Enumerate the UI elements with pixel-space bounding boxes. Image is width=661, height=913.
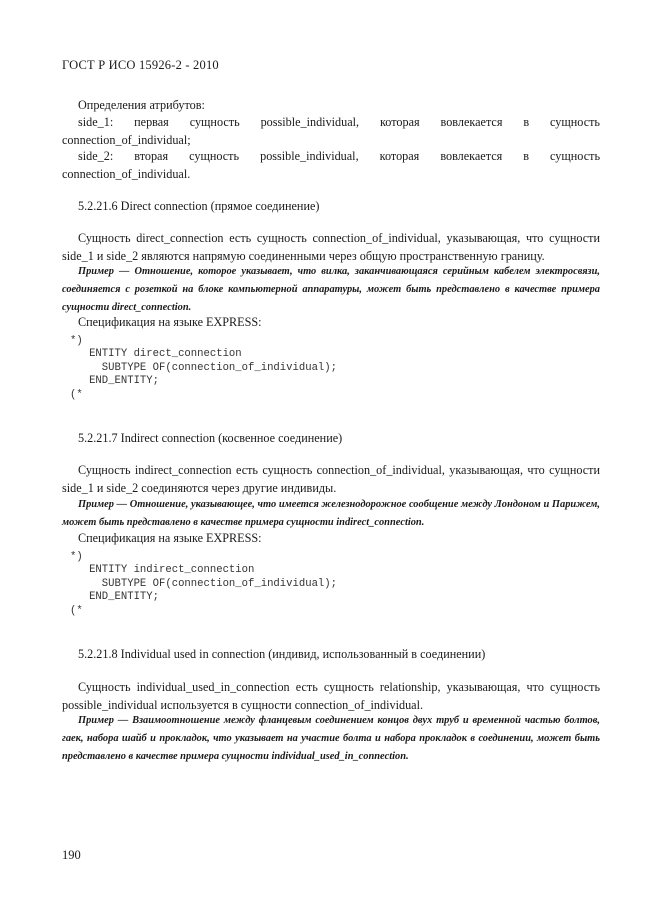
code-line: *) xyxy=(70,335,83,347)
express-code-block xyxy=(70,335,337,402)
section-heading-direct-connection: 5.2.21.6 Direct connection (прямое соединение) xyxy=(78,199,320,213)
express-spec-label: Спецификация на языке EXPRESS: xyxy=(78,315,262,329)
code-line: ENTITY indirect_connection xyxy=(70,564,255,577)
code-line: SUBTYPE OF(connection_of_individual); xyxy=(70,577,338,590)
attribute-definitions-title: Определения атрибутов: xyxy=(78,98,205,112)
example-individual-used-in-connection: Пример — Взаимоотношение между фланцевым соединением концов двух труб и временной частью болтов, гаек, набора шайб и прокладок, что указывает на участие болта и набора прокладок в соединении, может быть представлено в качестве примера сущности individual_used_in_connection. xyxy=(62,715,600,762)
example-indirect-connection: Пример — Отношение, указывающее, что имеется железнодорожное сообщение между Лондоном и Парижем, может быть представлено в качестве примера сущности indirect_connection. xyxy=(62,499,600,528)
code-line: END_ENTITY; xyxy=(70,591,160,604)
attribute-side-2: side_2: вторая сущность possible_individual, которая вовлекается в сущность connection_of_individual. xyxy=(62,149,600,181)
code-line: (* xyxy=(70,388,83,401)
standard-header: ГОСТ Р ИСО 15926-2 - 2010 xyxy=(62,58,219,72)
code-line: (* xyxy=(70,604,83,617)
definition-indirect-connection: Сущность indirect_connection есть сущность connection_of_individual, указывающая, что сущности side_1 и side_2 соединяются через другие индивиды. xyxy=(62,463,600,495)
express-spec-label: Спецификация на языке EXPRESS: xyxy=(78,531,262,545)
express-code-block xyxy=(70,551,337,618)
section-heading-individual-used-in-connection: 5.2.21.8 Individual used in connection (индивид, использованный в соединении) xyxy=(78,647,486,661)
code-line: SUBTYPE OF(connection_of_individual); xyxy=(70,361,338,374)
section-heading-indirect-connection: 5.2.21.7 Indirect connection (косвенное соединение) xyxy=(78,431,343,445)
definition-direct-connection: Сущность direct_connection есть сущность connection_of_individual, указывающая, что сущности side_1 и side_2 являются напрямую соединенными через общую пространственную границу. xyxy=(62,231,600,263)
code-line: END_ENTITY; xyxy=(70,375,160,388)
code-line: ENTITY direct_connection xyxy=(70,348,242,361)
definition-individual-used-in-connection: Сущность individual_used_in_connection есть сущность relationship, указывающая, что сущность possible_individual используется в сущности connection_of_individual. xyxy=(62,680,600,712)
attribute-side-1: side_1: первая сущность possible_individual, которая вовлекается в сущность connection_of_individual; xyxy=(62,115,600,147)
page-number: 190 xyxy=(62,848,81,862)
code-line: *) xyxy=(70,551,83,563)
example-direct-connection: Пример — Отношение, которое указывает, что вилка, заканчивающаяся серийным кабелем электросвязи, соединяется с розеткой на блоке компьютерной аппаратуры, может быть представлено в качестве примера сущности direct_connection. xyxy=(62,266,600,313)
